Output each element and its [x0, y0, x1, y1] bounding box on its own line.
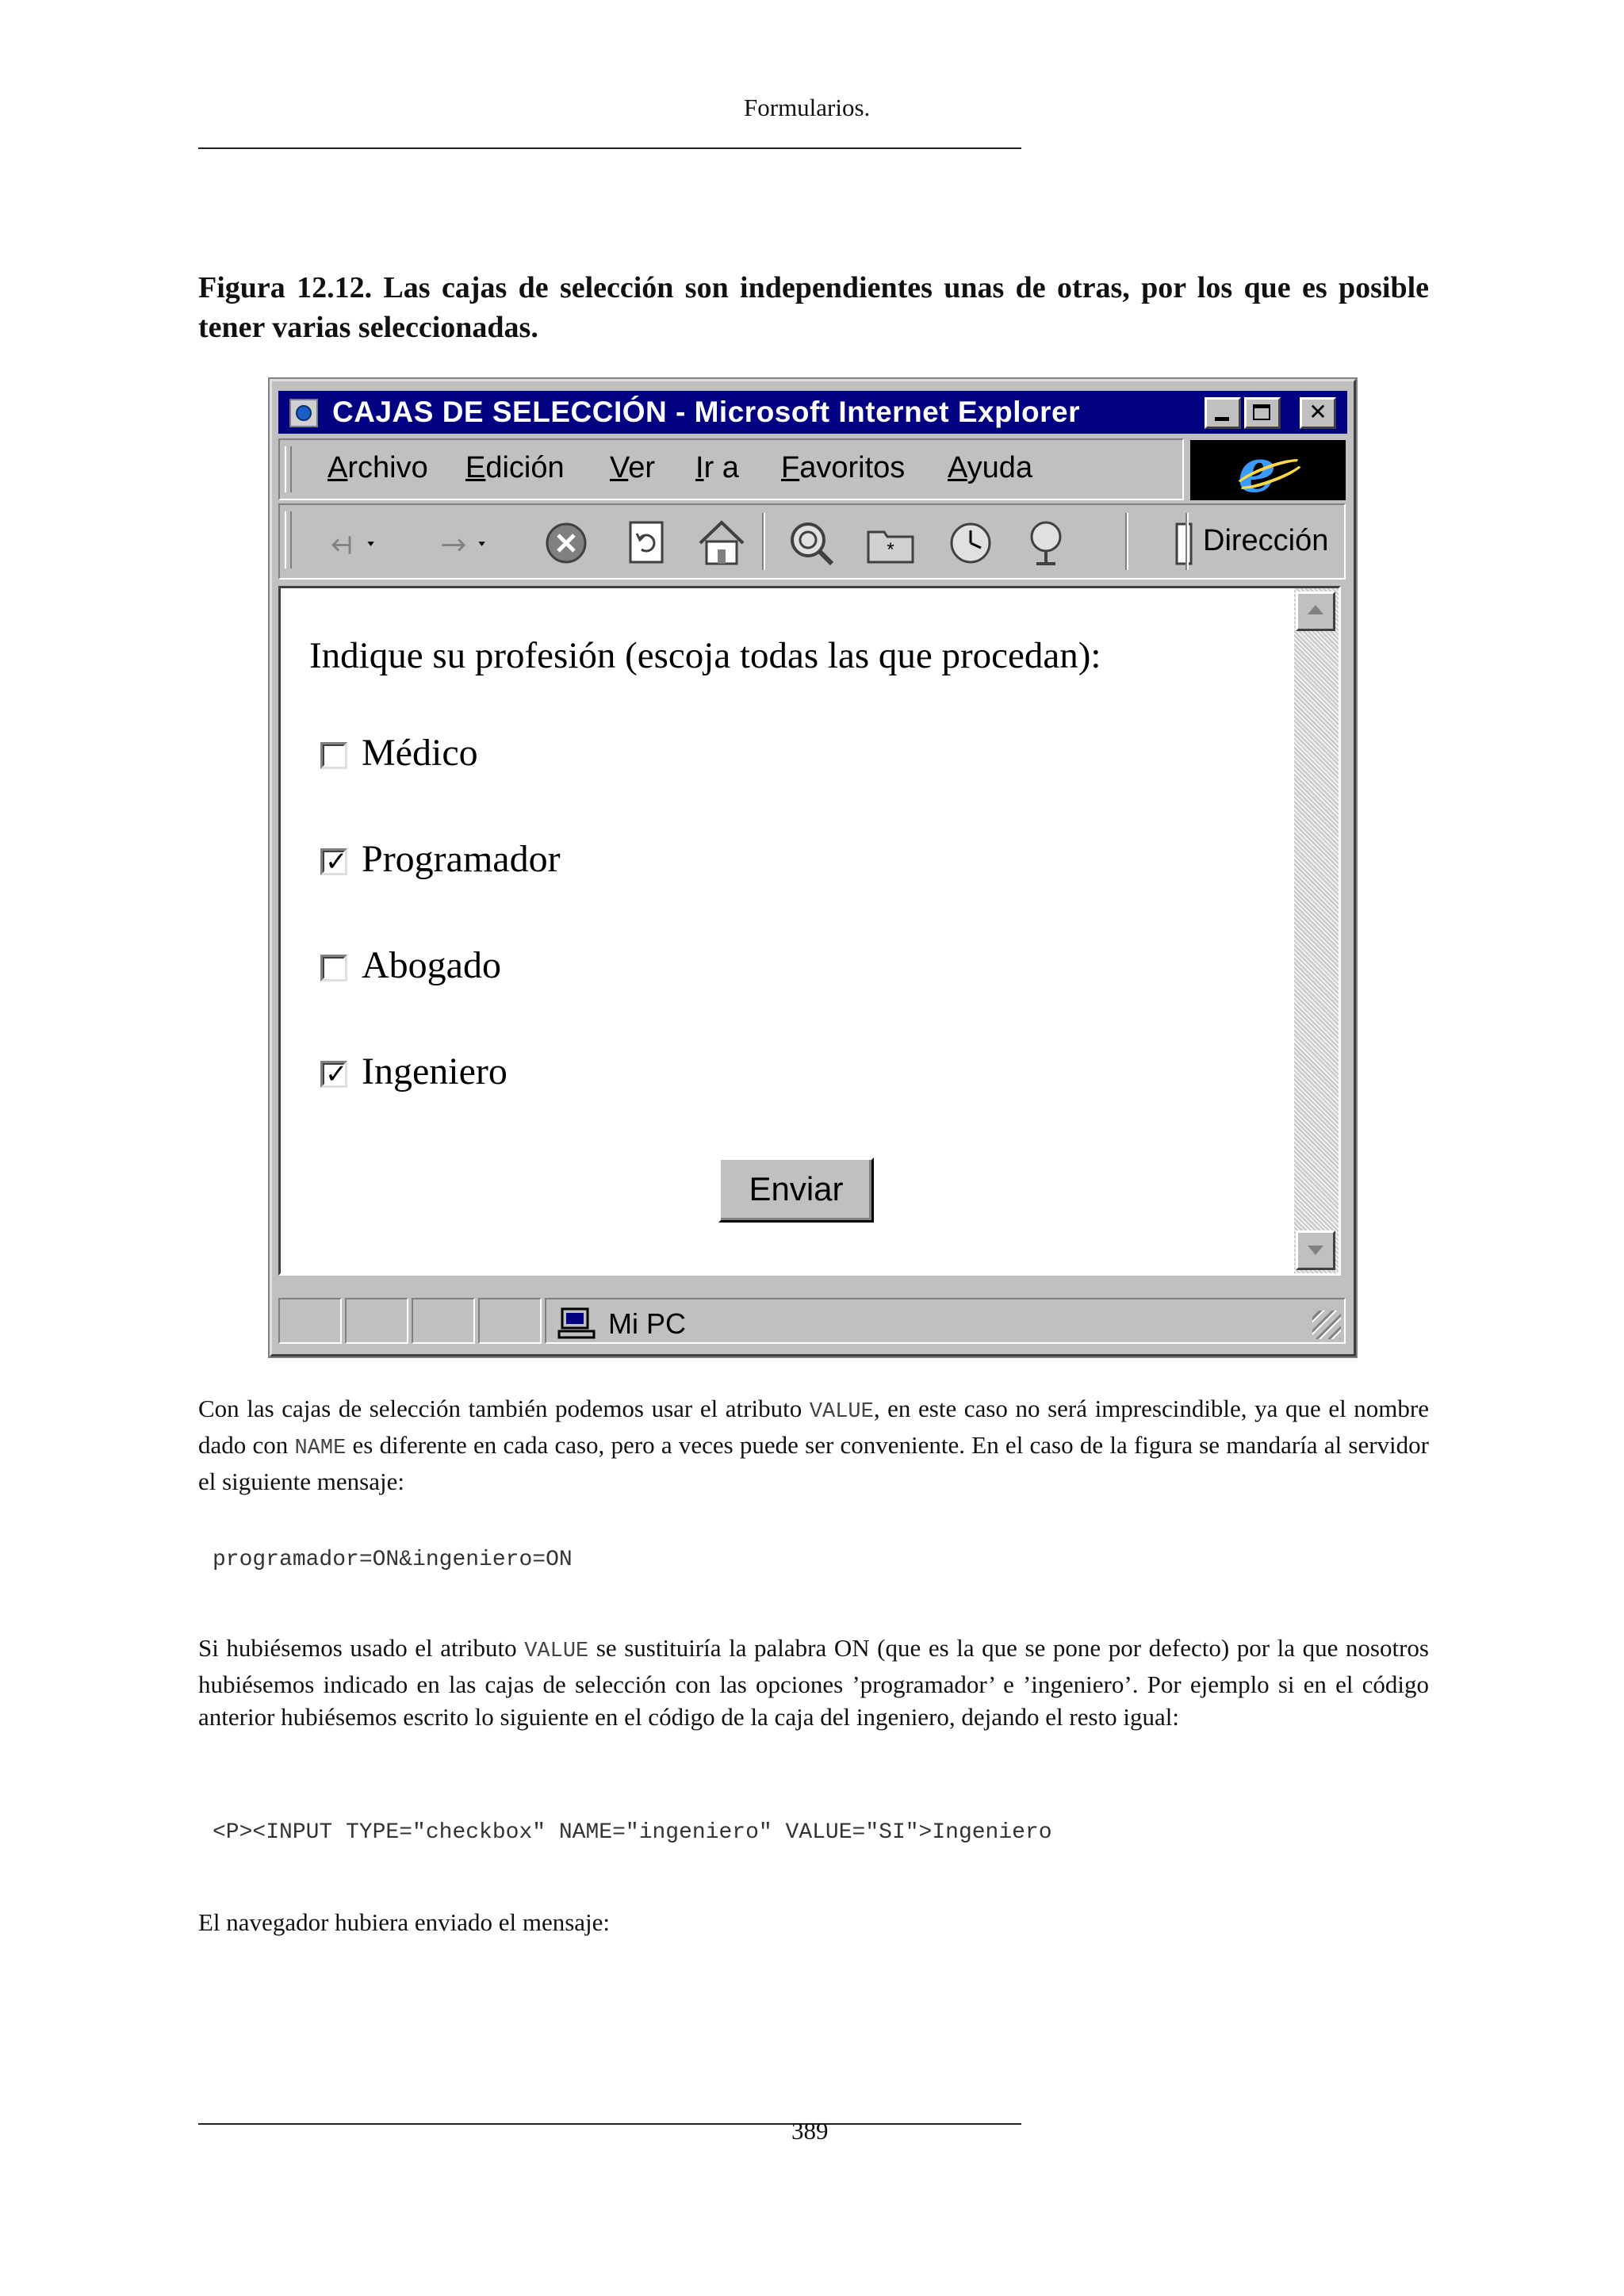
checkbox-ingeniero[interactable]	[320, 1058, 348, 1090]
submit-button[interactable]: Enviar	[718, 1158, 874, 1223]
channels-icon[interactable]	[1022, 516, 1078, 568]
computer-icon	[557, 1307, 597, 1341]
menu-ayuda[interactable]: Ayuda	[948, 451, 1033, 484]
address-label: Dirección	[1203, 524, 1329, 557]
page-number: 389	[791, 2117, 829, 2145]
option-label: Ingeniero	[362, 1050, 508, 1093]
menu-favoritos[interactable]: Favoritos	[781, 451, 906, 484]
toolbar-separator	[762, 513, 765, 570]
paragraph-2: Si hubiésemos usado el atributo VALUE se sustituiría la palabra ON (que es la que se pone por defecto) por la que nosotros hubiésemos indicado en las cajas de selección con las opciones ’programador’ e ’ingeniero’. Por ejemplo si en el código anterior hubiésemos escrito lo siguiente en el código de la caja del ingeniero, dejando el resto igual:	[198, 1634, 1429, 1731]
refresh-icon[interactable]	[619, 516, 675, 568]
zone-label: Mi PC	[608, 1307, 686, 1340]
back-icon[interactable]	[327, 516, 407, 568]
menu-ir-a[interactable]: Ir a	[695, 451, 739, 484]
toolbar	[278, 503, 1346, 580]
close-button[interactable]: ✕	[1300, 397, 1336, 429]
window-title: CAJAS DE SELECCIÓN - Microsoft Internet Explorer	[332, 396, 1080, 428]
title-bar	[278, 391, 1347, 434]
zone-panel	[545, 1298, 1346, 1344]
option-label: Programador	[362, 838, 561, 880]
code-sample-1: programador=ON&ingeniero=ON	[213, 1548, 573, 1572]
maximize-button[interactable]	[1244, 397, 1281, 429]
running-header: Formularios.	[744, 94, 871, 121]
header-rule	[198, 147, 1021, 149]
menu-archivo[interactable]: Archivo	[327, 451, 428, 484]
form-prompt: Indique su profesión (escoja todas las que procedan):	[309, 635, 1101, 676]
status-panel	[478, 1298, 542, 1344]
forward-icon[interactable]	[439, 516, 518, 568]
menu-grip	[285, 446, 292, 492]
menu-bar	[278, 438, 1184, 500]
ie-logo-icon: e	[1190, 440, 1346, 500]
browser-window-figure	[270, 379, 1356, 1357]
paragraph-1: Con las cajas de selección también podemos usar el atributo VALUE, en este caso no será imprescindible, ya que el nombre dado con NAME es diferente en cada caso, pero a veces puede ser conveniente. En el caso de la figura se mandaría al servidor el siguiente mensaje:	[198, 1395, 1430, 1495]
scroll-up-button[interactable]	[1296, 591, 1335, 631]
toolbar-overflow[interactable]	[1157, 516, 1176, 568]
checkmark-icon: ✓	[325, 846, 348, 878]
footer-rule	[198, 2123, 1021, 2125]
ie-page-icon	[289, 399, 318, 427]
paragraph-3: El navegador hubiera enviado el mensaje:	[198, 1908, 611, 1936]
favorites-icon[interactable]	[864, 516, 919, 568]
menu-ver[interactable]: Ver	[610, 451, 656, 484]
status-panel	[278, 1298, 342, 1344]
checkmark-icon: ✓	[325, 1058, 348, 1090]
page-viewport	[278, 586, 1341, 1276]
history-icon[interactable]	[943, 516, 998, 568]
stop-icon[interactable]	[538, 516, 594, 568]
vertical-scrollbar[interactable]	[1294, 588, 1339, 1273]
resize-grip-icon[interactable]	[1312, 1311, 1341, 1339]
figure-caption: Figura 12.12. Las cajas de selección son independientes unas de otras, por los que es posible tener varias seleccionadas.	[198, 271, 1429, 344]
option-label: Abogado	[362, 944, 501, 986]
code-sample-2: <P><INPUT TYPE="checkbox" NAME="ingeniero" VALUE="SI">Ingeniero	[213, 1820, 1052, 1845]
status-panel	[412, 1298, 475, 1344]
status-panel	[345, 1298, 408, 1344]
search-icon[interactable]	[784, 516, 840, 568]
toolbar-separator	[1185, 513, 1189, 570]
toolbar-grip	[285, 511, 292, 568]
minimize-button[interactable]	[1205, 397, 1241, 429]
menu-edicion[interactable]: Edición	[465, 451, 565, 484]
checkbox-programador[interactable]	[320, 846, 348, 878]
status-bar	[278, 1298, 1347, 1347]
scroll-down-button[interactable]	[1296, 1230, 1335, 1270]
option-label: Médico	[362, 732, 478, 774]
toolbar-separator	[1125, 513, 1128, 570]
checkbox-abogado[interactable]	[320, 955, 347, 982]
svg-text:*: *	[887, 539, 894, 561]
checkbox-medico[interactable]	[320, 742, 347, 769]
home-icon[interactable]	[694, 516, 749, 568]
